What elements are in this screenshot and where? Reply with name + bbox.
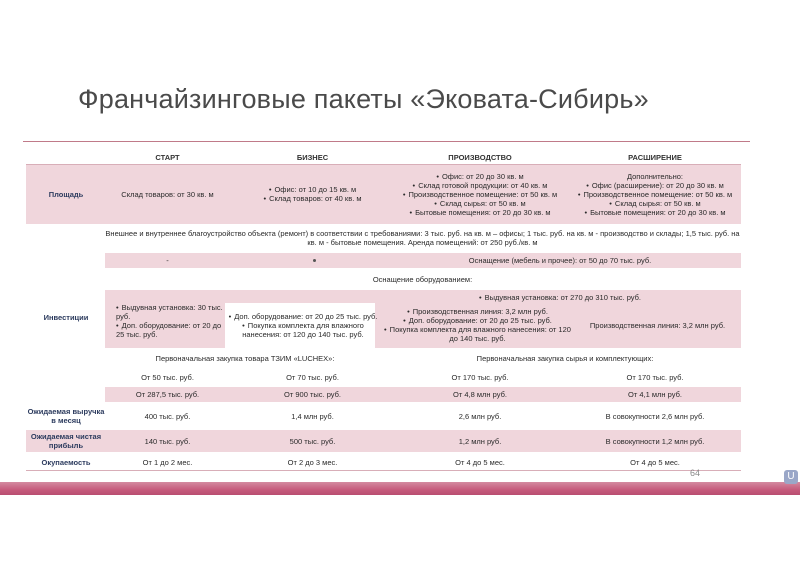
list-item: • Покупка комплекта для влажного нанесения: от 120 до 140 тыс. руб. xyxy=(228,321,378,339)
payback-start: От 1 до 2 мес. xyxy=(142,457,193,467)
total-expansion: От 4,1 млн руб. xyxy=(628,390,682,399)
list-item: • Производственное помещение: от 50 кв. м xyxy=(578,190,732,199)
area-production xyxy=(390,164,570,224)
list-item: • Доп. оборудование: от 20 до 25 тыс. руб. xyxy=(228,312,378,321)
col-header-expansion: РАСШИРЕНИЕ xyxy=(628,152,682,162)
improvement-text: Внешнее и внутреннее благоустройство объекта (ремонт) в соответствии с требованиями: 3 тыс. руб. на кв. м – офисы; 1 тыс. руб. на кв. м - производство и склады; 1,5 тыс. руб. на кв. м - бытовые помещения. Аренда помещений: от 250 руб./кв. м xyxy=(105,229,740,247)
total-business: От 900 тыс. руб. xyxy=(284,390,341,399)
row-label-payback: Окупаемость xyxy=(41,457,91,467)
page-title: Франчайзинговые пакеты «Эковата-Сибирь» xyxy=(78,84,649,114)
purchase-business: От 70 тыс. руб. xyxy=(286,372,339,382)
profit-production: 1,2 млн руб. xyxy=(458,436,502,446)
col-header-business: БИЗНЕС xyxy=(296,152,329,162)
revenue-production: 2,6 млн руб. xyxy=(458,411,502,421)
scan-mark xyxy=(313,259,316,262)
page-number: 64 xyxy=(690,468,701,478)
purchase-production: От 170 тыс. руб. xyxy=(451,372,509,382)
list-item: • Склад товаров: от 40 кв. м xyxy=(263,194,361,203)
list-item: • Производственная линия: 3,2 млн руб. xyxy=(380,307,575,316)
payback-production: От 4 до 5 мес. xyxy=(455,457,505,467)
list-item: • Офис (расширение): от 20 до 30 кв. м xyxy=(578,181,732,190)
row-label-revenue: Ожидаемая выручка в месяц xyxy=(27,407,105,425)
list-item: • Бытовые помещения: от 20 до 30 кв. м xyxy=(403,208,557,217)
revenue-expansion: В совокупности 2,6 млн руб. xyxy=(605,411,705,421)
title-divider xyxy=(23,141,750,142)
equipment-title: Оснащение оборудованием: xyxy=(372,274,473,284)
list-item: • Выдувная установка: 30 тыс. руб. xyxy=(116,303,227,321)
list-item: • Доп. оборудование: от 20 до 25 тыс. руб. xyxy=(116,321,227,339)
revenue-business: 1,4 млн руб. xyxy=(291,411,334,421)
furnishing-start: - xyxy=(166,256,169,265)
revenue-start: 400 тыс. руб. xyxy=(144,411,191,421)
list-item: • Склад сырья: от 50 кв. м xyxy=(578,199,732,208)
table-top-line xyxy=(26,164,741,165)
list-item: • Склад готовой продукции: от 40 кв. м xyxy=(403,181,557,190)
footer-bar xyxy=(0,482,800,495)
row-label-area: Площадь xyxy=(48,189,84,199)
table-bottom-line xyxy=(26,470,741,471)
list-item: • Офис: от 10 до 15 кв. м xyxy=(263,185,361,194)
row-label-profit: Ожидаемая чистая прибыль xyxy=(30,432,102,450)
profit-expansion: В совокупности 1,2 млн руб. xyxy=(605,436,705,446)
furnishing-text: Оснащение (мебель и прочее): от 50 до 70 тыс. руб. xyxy=(468,256,652,265)
profit-start: 140 тыс. руб. xyxy=(144,436,191,446)
list-item: • Бытовые помещения: от 20 до 30 кв. м xyxy=(578,208,732,217)
equipment-wide xyxy=(380,290,740,304)
payback-expansion: От 4 до 5 мес. xyxy=(630,457,680,467)
corner-badge-icon: U xyxy=(784,470,798,484)
payback-business: От 2 до 3 мес. xyxy=(287,457,338,467)
col-header-production: ПРОИЗВОДСТВО xyxy=(448,152,512,162)
raw-purchase-title: Первоначальная закупка сырья и комплектующих: xyxy=(476,353,654,363)
area-start: Склад товаров: от 30 кв. м xyxy=(121,189,214,199)
equipment-business xyxy=(228,304,378,346)
equipment-production xyxy=(380,304,575,346)
expansion-subtitle: Дополнительно: xyxy=(626,171,684,181)
profit-business: 500 тыс. руб. xyxy=(289,436,336,446)
area-expansion xyxy=(570,164,740,224)
list-item: • Выдувная установка: от 270 до 310 тыс. руб. xyxy=(479,293,641,302)
list-item: • Доп. оборудование: от 20 до 25 тыс. руб. xyxy=(380,316,575,325)
purchase-start: От 50 тыс. руб. xyxy=(141,372,194,382)
total-production: От 4,8 млн руб. xyxy=(453,390,507,399)
purchase-expansion: От 170 тыс. руб. xyxy=(626,372,684,382)
list-item: • Склад сырья: от 50 кв. м xyxy=(403,199,557,208)
equipment-start xyxy=(112,298,227,343)
row-label-investments: Инвестиции xyxy=(43,313,89,322)
list-item: • Офис: от 20 до 30 кв. м xyxy=(403,172,557,181)
total-start: От 287,5 тыс. руб. xyxy=(135,390,200,399)
area-business xyxy=(235,164,390,224)
goods-purchase-title: Первоначальная закупка товара ТЗИМ «LUCHEX»: xyxy=(155,353,335,363)
col-header-start: СТАРТ xyxy=(155,152,180,162)
list-item: • Покупка комплекта для влажного нанесения: от 120 до 140 тыс. руб. xyxy=(380,325,575,343)
equipment-expansion: Производственная линия: 3,2 млн руб. xyxy=(589,320,726,330)
list-item: • Производственное помещение: от 50 кв. м xyxy=(403,190,557,199)
